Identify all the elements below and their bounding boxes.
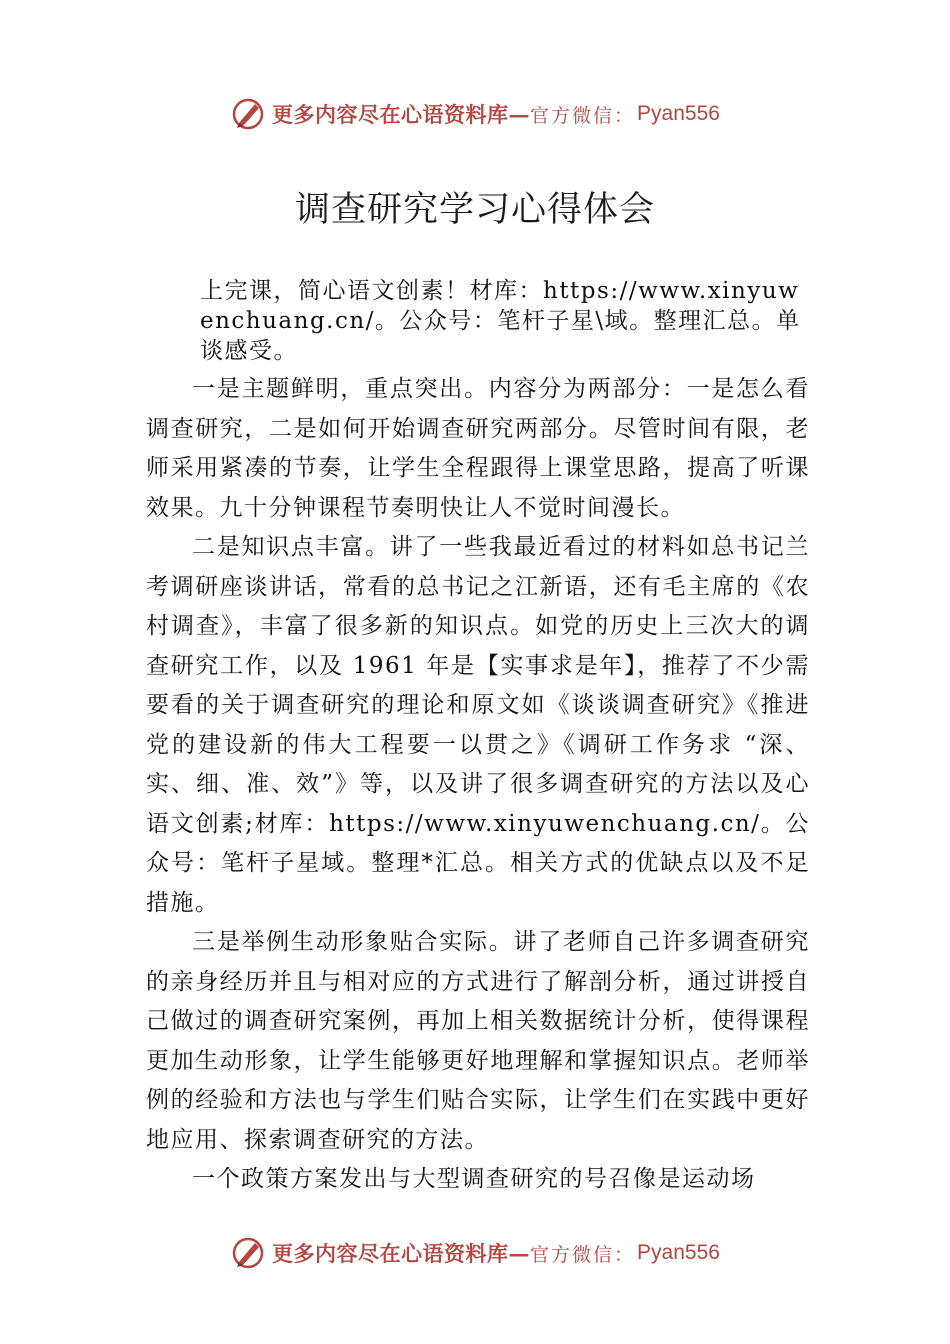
pen-logo-icon	[230, 1235, 266, 1271]
banner-text: 更多内容尽在心语资料库—	[272, 102, 531, 127]
paragraph: 三是举例生动形象贴合实际。讲了老师自己许多调查研究的亲身经历并且与相对应的方式进行了解剖分析，通过讲授自己做过的调查研究案例，再加上相关数据统计分析，使得课程更加生动形象，让学生能够更好地理解和掌握知识点。老师举例的经验和方法也与学生们贴合实际，让学生们在实践中更好地应用、探索调查研究的方法。	[146, 929, 810, 1153]
paragraph: 二是知识点丰富。讲了一些我最近看过的材料如总书记兰考调研座谈讲话，常看的总书记之江新语，还有毛主席的《农村调查》，丰富了很多新的知识点。如党的历史上三次大的调查研究工作，以及 1961 年是【实事求是年】，推荐了不少需要看的关于调查研究的理论和原文如《谈谈调查研究》《推进党的建设新的伟大工程要一以贯之》《调研工作务求 “深、实、细、准、效”》等，以及讲了很多调查研究的方法以及心语文创素;材库：https://www.xinyuwenchuang.cn/。公众号：笔杆子星域。整理*汇总。相关方式的优缺点以及不足措施。	[146, 534, 810, 916]
banner-wechat-id: Pyan556	[637, 102, 720, 125]
document-body	[146, 276, 810, 1200]
banner-wechat-label: 官方微信：	[530, 1243, 636, 1266]
banner-text: 更多内容尽在心语资料库—	[272, 1241, 531, 1266]
paragraph: 一是主题鲜明，重点突出。内容分为两部分：一是怎么看调查研究，二是如何开始调查研究两部分。尽管时间有限，老师采用紧凑的节奏，让学生全程跟得上课堂思路，提高了听课效果。九十分钟课程节奏明快让人不觉时间漫长。	[146, 376, 810, 521]
footer-banner	[0, 1233, 950, 1273]
banner-wechat-label: 官方微信：	[530, 104, 636, 127]
document-title: 调查研究学习心得体会	[294, 190, 655, 230]
intro-paragraph: 上完课，简心语文创素！材库：https://www.xinyuwenchuang.cn/。公众号：笔杆子星\域。整理汇总。单谈感受。	[200, 278, 801, 364]
banner-wechat-id: Pyan556	[637, 1241, 720, 1264]
pen-logo-icon	[230, 96, 266, 132]
header-banner	[0, 94, 950, 134]
paragraph: 一个政策方案发出与大型调查研究的号召像是运动场	[192, 1166, 756, 1192]
